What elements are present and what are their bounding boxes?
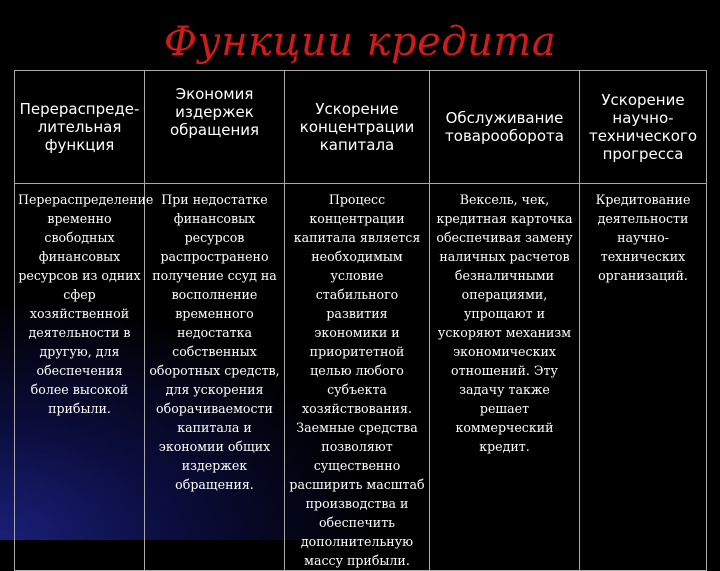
- slide-title: Функции кредита: [163, 19, 557, 65]
- header-cell-capital-concentration: [285, 71, 430, 184]
- header-text-trade-servicing: Обслуживание товарооборота: [445, 109, 564, 145]
- body-text-capital-concentration: Процесс концентрации капитала является необходимым условие стабильного развития экономики и приоритетной целью любого субъекта хозяйствования. Заемные средства позволяют существенно расширить масштаб производства и обеспечить дополнительную массу прибыли.: [289, 192, 425, 568]
- credit-functions-table: [14, 70, 707, 571]
- header-text-capital-concentration: Ускорение концентрации капитала: [299, 100, 415, 154]
- body-cell-trade-servicing: [430, 184, 580, 571]
- header-text-redistribution: Перераспреде-лительная функция: [19, 100, 140, 154]
- header-cell-redistribution: [15, 71, 145, 184]
- header-text-scientific-progress: Ускорение научно-технического прогресса: [588, 91, 698, 163]
- body-cell-cost-saving: [145, 184, 285, 571]
- table-header-row: [15, 71, 707, 184]
- header-cell-cost-saving: [145, 71, 285, 184]
- body-cell-scientific-progress: [580, 184, 707, 571]
- body-text-scientific-progress: Кредитование деятельности научно-технических организаций.: [595, 192, 691, 283]
- header-text-cost-saving: Экономия издержек обращения: [169, 85, 260, 139]
- body-cell-redistribution: [15, 184, 154, 571]
- header-cell-trade-servicing: [430, 71, 580, 184]
- body-text-cost-saving: При недостатке финансовых ресурсов распространено получение ссуд на восполнение временного недостатка собственных оборотных средств, для ускорения оборачиваемости капитала и экономии общих издержек обращения.: [149, 192, 280, 492]
- body-text-trade-servicing: Вексель, чек, кредитная карточка обеспечивая замену наличных расчетов безналичными операциями, упрощают и ускоряют механизм экономических отношений. Эту задачу также решает коммерческий кредит.: [436, 192, 573, 454]
- body-text-redistribution: Перераспределение временно свободных финансовых ресурсов из одних сфер хозяйственной деятельности в другую, для обеспечения более высокой прибыли.: [18, 192, 154, 416]
- body-cell-capital-concentration: [285, 184, 430, 571]
- header-cell-scientific-progress: [580, 71, 707, 184]
- table-row: [15, 184, 707, 571]
